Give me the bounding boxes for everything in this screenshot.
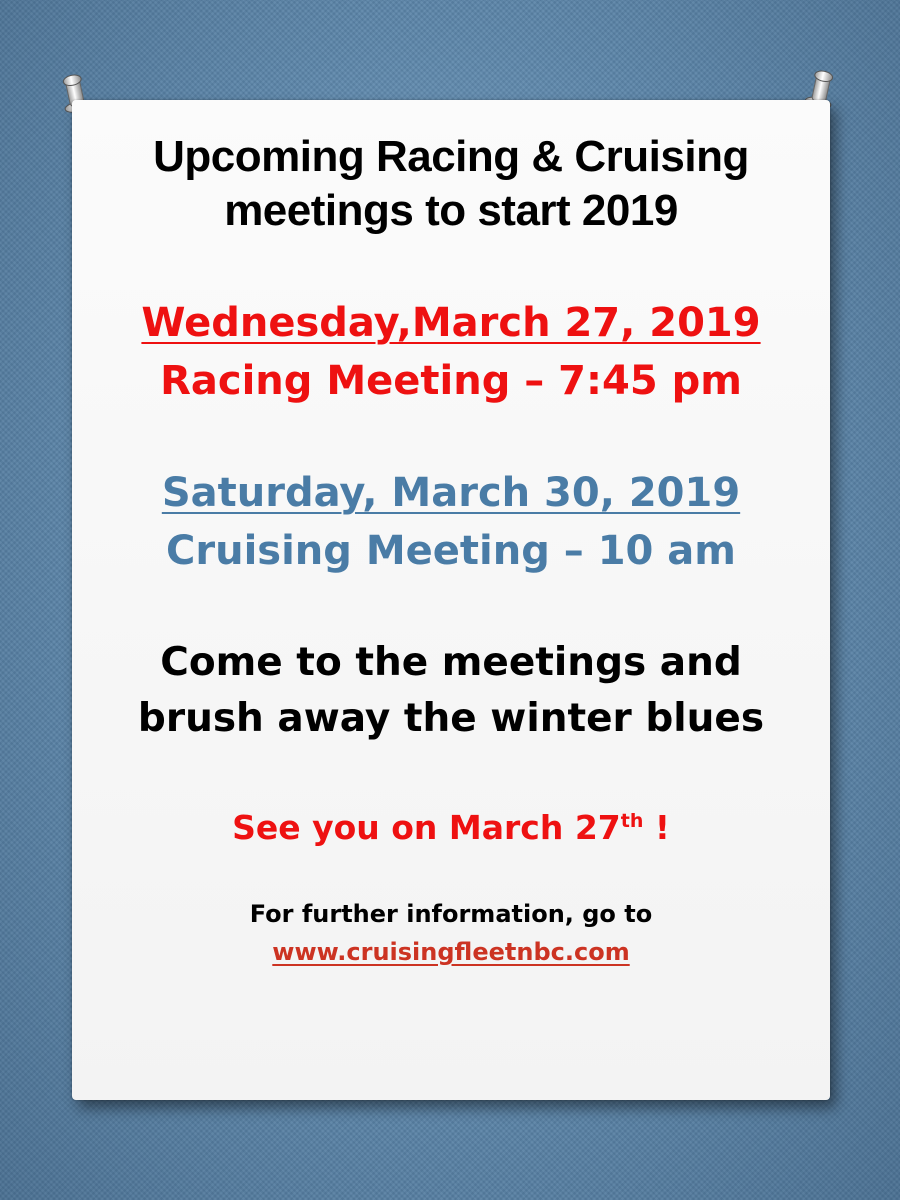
racing-meeting-time: Racing Meeting – 7:45 pm bbox=[160, 358, 742, 404]
poster-title-line-1: Upcoming Racing & Cruising bbox=[153, 132, 749, 181]
racing-meeting-date: Wednesday,March 27, 2019 bbox=[141, 300, 761, 346]
cruising-meeting-date: Saturday, March 30, 2019 bbox=[161, 470, 741, 516]
see-you-message bbox=[72, 808, 830, 847]
meeting-poster bbox=[72, 100, 830, 1100]
poster-title-line-2: meetings to start 2019 bbox=[224, 186, 678, 235]
website-link[interactable]: www.cruisingfleetnbc.com bbox=[272, 938, 630, 966]
further-info-text: For further information, go to bbox=[249, 900, 653, 928]
cruising-meeting-time: Cruising Meeting – 10 am bbox=[166, 528, 736, 574]
see-you-ordinal: th bbox=[620, 810, 644, 832]
invitation-line-2: brush away the winter blues bbox=[137, 696, 765, 741]
see-you-text: See you on March 27 bbox=[232, 808, 621, 847]
see-you-suffix: ! bbox=[643, 808, 670, 847]
invitation-line-1: Come to the meetings and bbox=[160, 640, 742, 685]
